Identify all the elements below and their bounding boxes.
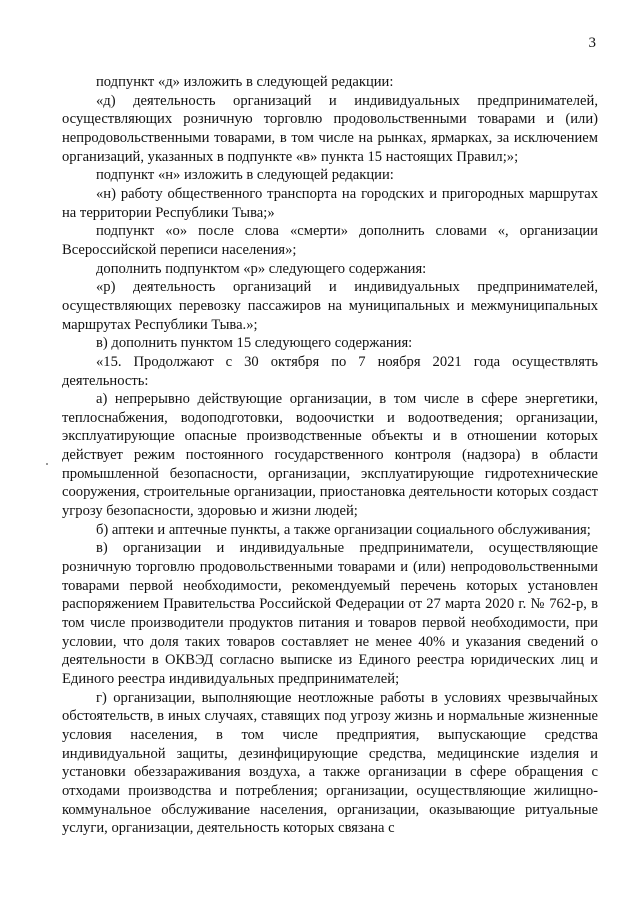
scan-dot-mark xyxy=(46,463,48,465)
paragraph-point-15-item-b: б) аптеки и аптечные пункты, а также организации социального обслуживания; xyxy=(96,521,591,538)
paragraph-amend-subpoint-n-intro: подпункт «н» изложить в следующей редакции: xyxy=(96,167,394,184)
paragraph-point-15-item-g: г) организации, выполняющие неотложные работы в условиях чрезвычайных обстоятельств, в иных случаях, ставящих под угрозу жизнь и нормальные жизненные условия населения, в том числе предприятия, выпускающие средства индивидуальной защиты, дезинфицирующие средства, медицинские изделия и установки обеззараживания воздуха, а также организации в сфере обращения с отходами производства и потребления; организации, осуществляющие жилищно-коммунальное обслуживание населения, организации, оказывающие ритуальные услуги, организации, деятельность которых связана с xyxy=(62,689,598,837)
paragraph-subpoint-d-text: «д) деятельность организаций и индивидуальных предпринимателей, осуществляющих розничную торговлю продовольственными товарами и (или) непродовольственными товарами, в том числе на рынках, ярмарках, за исключением организаций, указанных в подпункте «в» пункта 15 настоящих Правил;»; xyxy=(62,92,598,165)
document-body xyxy=(62,73,598,838)
page-number: 3 xyxy=(588,35,596,51)
paragraph-point-15-text: «15. Продолжают с 30 октября по 7 ноября 2021 года осуществлять деятельность: xyxy=(62,353,598,389)
paragraph-add-point-15-intro: в) дополнить пунктом 15 следующего содержания: xyxy=(96,335,413,352)
paragraph-point-15-item-a: а) непрерывно действующие организации, в том числе в сфере энергетики, теплоснабжения, водоподготовки, водоочистки и водоотведения; организации, эксплуатирующие опасные производственные объекты и в отношении которых действует режим постоянного государственного контроля (надзора) в области промышленной безопасности, организации, эксплуатирующие гидротехнические сооружения, строительные организации, приостановка деятельности которых создаст угрозу безопасности, здоровью и жизни людей; xyxy=(62,391,598,520)
paragraph-add-subpoint-r-intro: дополнить подпунктом «р» следующего содержания: xyxy=(96,260,427,277)
paragraph-subpoint-r-text: «р) деятельность организаций и индивидуальных предпринимателей, осуществляющих перевозку пассажиров на муниципальных и межмуниципальных маршрутах Республики Тыва.»; xyxy=(62,279,598,333)
paragraph-subpoint-o-amendment: подпункт «о» после слова «смерти» дополнить словами «, организации Всероссийской переписи населения»; xyxy=(62,223,598,258)
paragraph-subpoint-n-text: «н) работу общественного транспорта на городских и пригородных маршрутах на территории Республики Тыва;» xyxy=(62,185,598,221)
paragraph-point-15-item-v: в) организации и индивидуальные предприниматели, осуществляющие розничную торговлю продовольственными товарами и (или) непродовольственными товарами первой необходимости, рекомендуемый перечень которых установлен распоряжением Правительства Российской Федерации от 27 марта 2020 г. № 762-р, в том числе производители продуктов питания и товаров первой необходимости, при условии, что доля таких товаров составляет не менее 40% и указания сведений о деятельности в ОКВЭД согласно выписке из Единого реестра юридических лиц и Единого реестра индивидуальных предпринимателей; xyxy=(62,540,598,687)
paragraph-amend-subpoint-d-intro: подпункт «д» изложить в следующей редакции: xyxy=(96,74,394,90)
